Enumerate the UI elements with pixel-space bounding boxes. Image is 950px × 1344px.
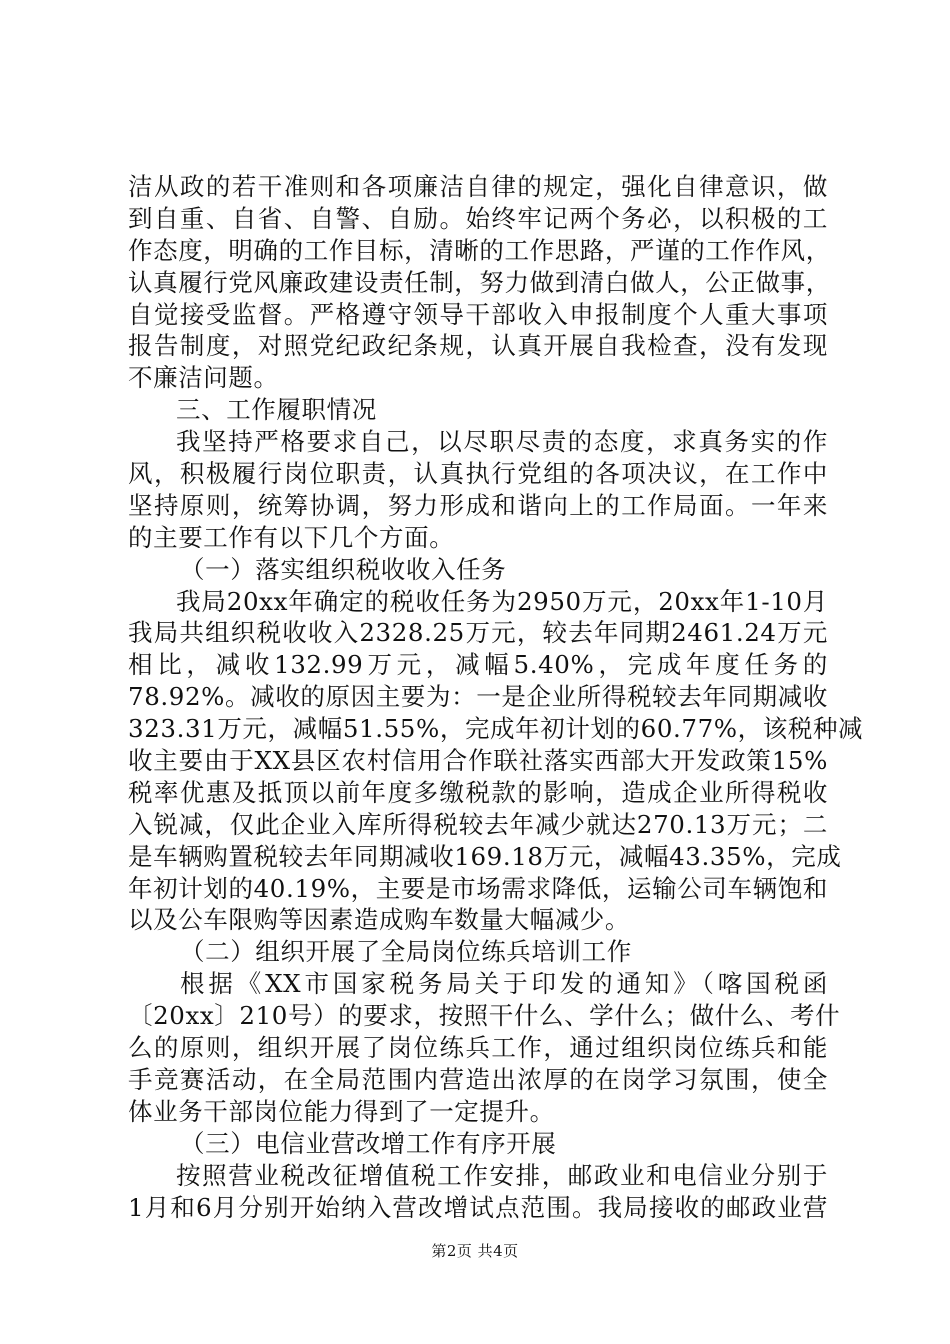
subsection-heading: （三）电信业营改增工作有序开展 (180, 1128, 557, 1158)
body-line: 么的原则，组织开展了岗位练兵工作，通过组织岗位练兵和能 (128, 1033, 828, 1063)
body-line: 我坚持严格要求自己，以尽职尽责的态度，求真务实的作 (176, 427, 828, 457)
body-line: 的主要工作有以下几个方面。 (128, 522, 455, 552)
body-line: 报告制度，对照党纪政纪条规，认真开展自我检查，没有发现 (128, 331, 828, 361)
body-line: 根据《XX市国家税务局关于印发的通知》（喀国税函 (180, 969, 828, 999)
body-line: 认真履行党风廉政建设责任制，努力做到清白做人，公正做事， (128, 267, 831, 297)
body-line: 相比，减收132.99万元，减幅5.40%，完成年度任务的 (128, 650, 828, 680)
body-line: 入锐减，仅此企业入库所得税较去年减少就达270.13万元；二 (128, 809, 828, 839)
body-line: 〔20xx〕210号）的要求，按照干什么、学什么；做什么、考什 (128, 1001, 841, 1031)
document-body (128, 171, 864, 1223)
body-line: 手竞赛活动，在全局范围内营造出浓厚的在岗学习氛围，使全 (128, 1064, 828, 1094)
body-line: 坚持原则，统筹协调，努力形成和谐向上的工作局面。一年来 (128, 490, 828, 520)
body-line: 按照营业税改征增值税工作安排，邮政业和电信业分别于 (176, 1160, 828, 1190)
subsection-heading: （二）组织开展了全局岗位练兵培训工作 (180, 937, 632, 967)
body-line: 自觉接受监督。严格遵守领导干部收入申报制度个人重大事项 (128, 299, 828, 329)
section-heading: 三、工作履职情况 (176, 395, 377, 425)
body-line: 到自重、自省、自警、自励。始终牢记两个务必，以积极的工 (128, 203, 828, 233)
subsection-heading: （一）落实组织税收收入任务 (180, 554, 507, 584)
body-line: 体业务干部岗位能力得到了一定提升。 (128, 1096, 555, 1126)
body-line: 以及公车限购等因素造成购车数量大幅减少。 (128, 905, 630, 935)
body-line: 1月和6月分别开始纳入营改增试点范围。我局接收的邮政业营 (128, 1192, 828, 1222)
body-line: 作态度，明确的工作目标，清晰的工作思路，严谨的工作作风， (128, 235, 831, 265)
body-line: 是车辆购置税较去年同期减收169.18万元，减幅43.35%，完成 (128, 841, 842, 871)
body-line: 风，积极履行岗位职责，认真执行党组的各项决议，在工作中 (128, 459, 828, 489)
body-line: 税率优惠及抵顶以前年度多缴税款的影响，造成企业所得税收 (128, 777, 828, 807)
page-footer: 第2页 共4页 (431, 1242, 519, 1260)
body-line: 我局共组织税收收入2328.25万元，较去年同期2461.24万元 (128, 618, 828, 648)
body-line: 收主要由于XX县区农村信用合作联社落实西部大开发政策15% (128, 746, 828, 776)
body-line: 78.92%。减收的原因主要为：一是企业所得税较去年同期减收 (128, 682, 828, 712)
body-line: 我局20xx年确定的税收任务为2950万元，20xx年1-10月 (176, 586, 828, 616)
body-line: 年初计划的40.19%，主要是市场需求降低，运输公司车辆饱和 (128, 873, 828, 903)
body-line: 不廉洁问题。 (128, 363, 279, 393)
body-line: 洁从政的若干准则和各项廉洁自律的规定，强化自律意识，做 (128, 172, 828, 201)
body-line: 323.31万元，减幅51.55%，完成年初计划的60.77%，该税种减 (128, 714, 864, 744)
